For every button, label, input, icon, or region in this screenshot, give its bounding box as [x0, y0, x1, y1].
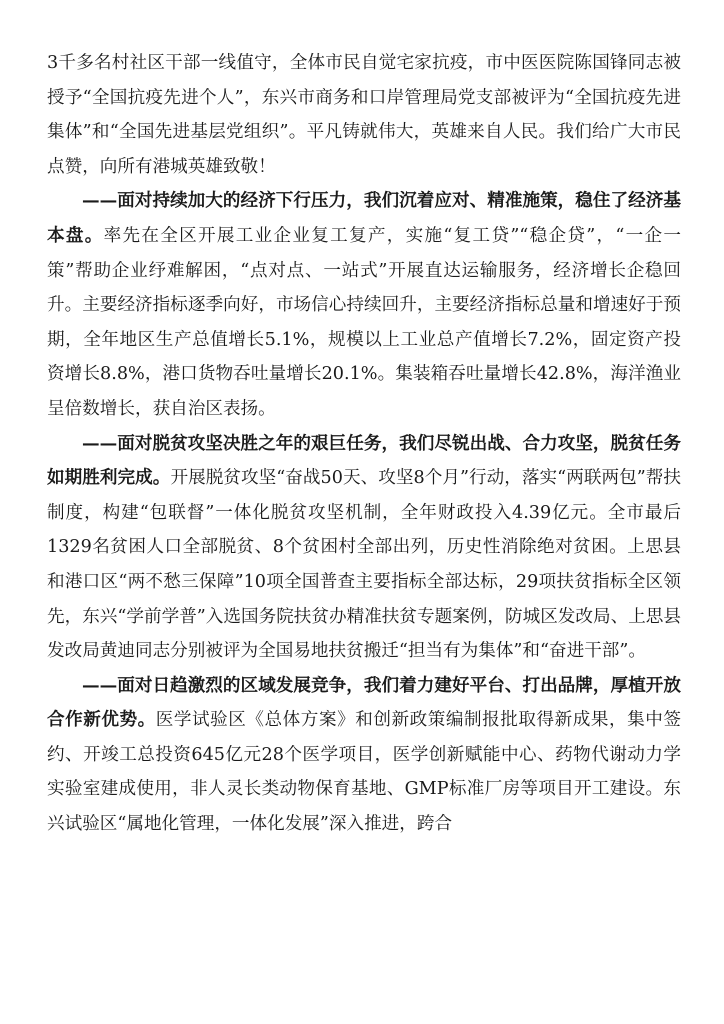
paragraph-2-text: 率先在全区开展工业企业复工复产，实施“复工贷”“稳企贷”，“一企一策”帮助企业纾难解困，“点对点、一站式”开展直达运输服务，经济增长企稳回升。主要经济指标逐季向好，市场信心持续回升，主要经济指标总量和增速好于预期，全年地区生产总值增长5.1%，规模以上工业总产值增长7.2%，固定资产投资增长8.8%，港口货物吞吐量增长20.1%。集装箱吞吐量增长42.8%，海洋渔业呈倍数增长，获自治区表扬。 — [47, 225, 681, 419]
paragraph-3 — [47, 427, 681, 669]
paragraph-1 — [47, 46, 681, 184]
paragraph-2 — [47, 184, 681, 426]
paragraph-1-text: 3千多名村社区干部一线值守，全体市民自觉宅家抗疫，市中医医院陈国锋同志被授予“全国抗疫先进个人”，东兴市商务和口岸管理局党支部被评为“全国抗疫先进集体”和“全国先进基层党组织”。平凡铸就伟大，英雄来自人民。我们给广大市民点赞，向所有港城英雄致敬！ — [47, 53, 681, 177]
paragraph-3-text: 开展脱贫攻坚“奋战50天、攻坚8个月”行动，落实“两联两包”帮扶制度，构建“包联督”一体化脱贫攻坚机制，全年财政投入4.39亿元。全市最后1329名贫困人口全部脱贫、8个贫困村全部出列，历史性消除绝对贫困。上思县和港口区“两不愁三保障”10项全国普查主要指标全部达标，29项扶贫指标全区领先，东兴“学前学普”入选国务院扶贫办精准扶贫专题案例，防城区发改局、上思县发改局黄迪同志分别被评为全国易地扶贫搬迁“担当有为集体”和“奋进干部”。 — [47, 468, 681, 662]
paragraph-3-lead: ——面对脱贫攻坚决胜之年的艰巨任务，我们尽锐出战、合力攻坚，脱贫任务如期胜利完成。 — [47, 432, 681, 489]
paragraph-4-text: 医学试验区《总体方案》和创新政策编制报批取得新成果，集中签约、开竣工总投资645亿元28个医学项目，医学创新赋能中心、药物代谢动力学实验室建成使用，非人灵长类动物保育基地、GMP标准厂房等项目开工建设。东兴试验区“属地化管理，一体化发展”深入推进，跨合 — [47, 710, 681, 835]
paragraph-4 — [47, 669, 681, 842]
document-page — [47, 46, 681, 842]
paragraph-2-lead: ——面对持续加大的经济下行压力，我们沉着应对、精准施策，稳住了经济基本盘。 — [47, 190, 681, 246]
paragraph-4-lead: ——面对日趋激烈的区域发展竞争，我们着力建好平台、打出品牌，厚植开放合作新优势。 — [47, 674, 681, 731]
